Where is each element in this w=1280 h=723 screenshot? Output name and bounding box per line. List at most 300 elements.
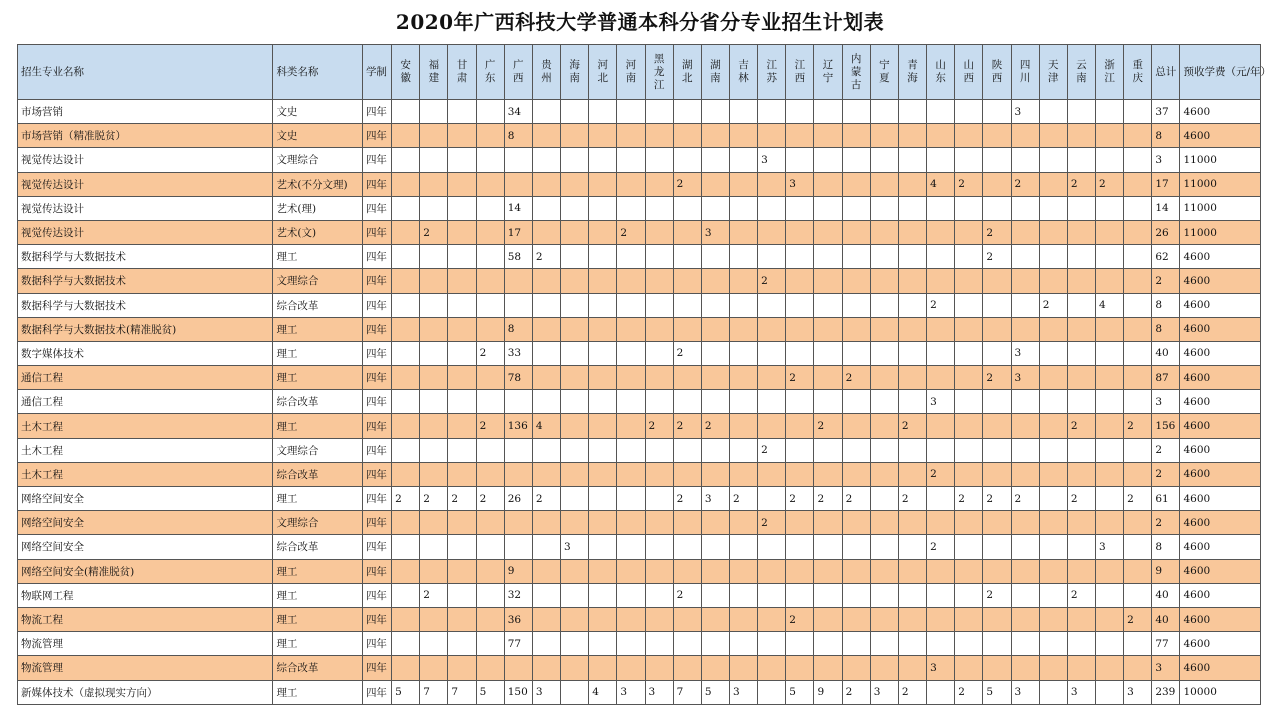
cell-province-count xyxy=(392,341,420,365)
cell-province-count xyxy=(1067,462,1095,486)
cell-province-count: 3 xyxy=(786,172,814,196)
cell-province-count xyxy=(645,535,673,559)
cell-province-count: 3 xyxy=(701,487,729,511)
header-province: 江苏 xyxy=(758,45,786,100)
cell-province-count xyxy=(673,269,701,293)
cell-province-count xyxy=(1067,293,1095,317)
cell-province-count xyxy=(758,535,786,559)
cell-province-count xyxy=(898,632,926,656)
cell-province-count xyxy=(814,100,842,124)
cell-province-count xyxy=(842,317,870,341)
cell-province-count: 4 xyxy=(532,414,560,438)
cell-province-count xyxy=(701,390,729,414)
cell-province-count: 3 xyxy=(927,390,955,414)
cell-duration: 四年 xyxy=(362,535,391,559)
cell-province-count xyxy=(1011,632,1039,656)
cell-province-count xyxy=(898,196,926,220)
cell-province-count xyxy=(955,632,983,656)
table-row xyxy=(18,487,1261,511)
cell-province-count: 2 xyxy=(927,462,955,486)
cell-province-count xyxy=(617,366,645,390)
cell-province-count xyxy=(842,535,870,559)
header-province: 广西 xyxy=(504,45,532,100)
cell-province-count xyxy=(701,269,729,293)
cell-province-count xyxy=(532,341,560,365)
cell-province-count xyxy=(561,414,589,438)
cell-province-count xyxy=(729,607,757,631)
cell-province-count xyxy=(561,148,589,172)
cell-province-count: 5 xyxy=(701,680,729,704)
cell-province-count xyxy=(842,511,870,535)
cell-province-count: 2 xyxy=(983,220,1011,244)
cell-province-count: 4 xyxy=(1096,293,1124,317)
cell-province-count xyxy=(617,148,645,172)
cell-province-count xyxy=(814,220,842,244)
cell-province-count xyxy=(758,317,786,341)
cell-major: 数据科学与大数据技术 xyxy=(18,293,273,317)
cell-province-count xyxy=(617,269,645,293)
cell-province-count: 4 xyxy=(589,680,617,704)
cell-province-count xyxy=(786,462,814,486)
cell-province-count xyxy=(870,124,898,148)
cell-province-count xyxy=(955,366,983,390)
cell-province-count xyxy=(1067,100,1095,124)
cell-province-count xyxy=(1096,511,1124,535)
cell-major: 数字媒体技术 xyxy=(18,341,273,365)
cell-province-count xyxy=(927,366,955,390)
cell-province-count xyxy=(645,487,673,511)
cell-province-count: 3 xyxy=(758,148,786,172)
cell-fee: 11000 xyxy=(1180,196,1261,220)
table-row xyxy=(18,656,1261,680)
cell-province-count xyxy=(1011,269,1039,293)
cell-province-count xyxy=(1067,559,1095,583)
cell-province-count xyxy=(1124,656,1152,680)
cell-province-count xyxy=(983,269,1011,293)
cell-province-count: 3 xyxy=(1011,366,1039,390)
cell-province-count xyxy=(589,366,617,390)
cell-province-count xyxy=(448,438,476,462)
cell-province-count xyxy=(842,559,870,583)
cell-province-count xyxy=(420,390,448,414)
cell-province-count xyxy=(870,172,898,196)
cell-province-count xyxy=(589,607,617,631)
cell-province-count xyxy=(561,293,589,317)
cell-province-count xyxy=(842,632,870,656)
cell-province-count xyxy=(1096,317,1124,341)
cell-province-count xyxy=(645,583,673,607)
cell-province-count xyxy=(673,366,701,390)
cell-duration: 四年 xyxy=(362,366,391,390)
cell-province-count: 8 xyxy=(504,317,532,341)
cell-province-count xyxy=(561,317,589,341)
cell-province-count xyxy=(561,559,589,583)
cell-province-count xyxy=(1011,438,1039,462)
cell-province-count: 2 xyxy=(673,172,701,196)
cell-province-count xyxy=(701,366,729,390)
cell-province-count xyxy=(1039,245,1067,269)
cell-province-count xyxy=(617,535,645,559)
cell-province-count xyxy=(1124,124,1152,148)
cell-province-count xyxy=(673,148,701,172)
cell-duration: 四年 xyxy=(362,245,391,269)
cell-province-count xyxy=(842,414,870,438)
cell-total: 17 xyxy=(1152,172,1180,196)
cell-total: 3 xyxy=(1152,656,1180,680)
cell-province-count xyxy=(561,607,589,631)
cell-fee: 11000 xyxy=(1180,148,1261,172)
cell-province-count xyxy=(476,607,504,631)
cell-province-count xyxy=(814,293,842,317)
cell-province-count xyxy=(955,100,983,124)
cell-province-count xyxy=(1124,366,1152,390)
cell-province-count xyxy=(898,607,926,631)
cell-province-count xyxy=(420,632,448,656)
cell-province-count xyxy=(729,366,757,390)
cell-province-count xyxy=(561,245,589,269)
cell-province-count xyxy=(645,317,673,341)
cell-province-count: 3 xyxy=(1067,680,1095,704)
cell-province-count xyxy=(617,196,645,220)
cell-province-count: 77 xyxy=(504,632,532,656)
cell-province-count xyxy=(673,220,701,244)
cell-province-count xyxy=(448,535,476,559)
header-province: 安徽 xyxy=(392,45,420,100)
header-total: 总计 xyxy=(1152,45,1180,100)
cell-province-count xyxy=(420,607,448,631)
cell-province-count xyxy=(842,172,870,196)
cell-province-count xyxy=(420,269,448,293)
cell-province-count xyxy=(758,196,786,220)
cell-province-count xyxy=(476,196,504,220)
cell-province-count: 2 xyxy=(673,414,701,438)
cell-province-count xyxy=(504,535,532,559)
cell-province-count: 2 xyxy=(898,414,926,438)
cell-province-count xyxy=(532,462,560,486)
cell-province-count xyxy=(786,293,814,317)
cell-province-count xyxy=(701,245,729,269)
cell-fee: 4600 xyxy=(1180,390,1261,414)
cell-major: 土木工程 xyxy=(18,462,273,486)
cell-province-count xyxy=(701,148,729,172)
cell-province-count xyxy=(589,124,617,148)
cell-province-count xyxy=(1124,511,1152,535)
cell-province-count xyxy=(983,559,1011,583)
cell-province-count xyxy=(561,172,589,196)
cell-province-count: 3 xyxy=(701,220,729,244)
cell-category: 文理综合 xyxy=(273,438,363,462)
cell-province-count: 17 xyxy=(504,220,532,244)
cell-province-count: 3 xyxy=(645,680,673,704)
cell-province-count xyxy=(392,220,420,244)
cell-province-count xyxy=(420,462,448,486)
cell-province-count xyxy=(532,607,560,631)
cell-province-count: 2 xyxy=(420,220,448,244)
cell-major: 视觉传达设计 xyxy=(18,172,273,196)
cell-province-count: 2 xyxy=(983,487,1011,511)
cell-total: 77 xyxy=(1152,632,1180,656)
cell-province-count: 7 xyxy=(420,680,448,704)
cell-province-count: 2 xyxy=(476,341,504,365)
cell-province-count: 2 xyxy=(814,414,842,438)
cell-province-count xyxy=(870,341,898,365)
cell-province-count xyxy=(561,220,589,244)
cell-province-count xyxy=(758,100,786,124)
cell-province-count xyxy=(1011,559,1039,583)
cell-province-count: 3 xyxy=(729,680,757,704)
cell-province-count xyxy=(1124,438,1152,462)
cell-category: 理工 xyxy=(273,366,363,390)
header-province: 海南 xyxy=(561,45,589,100)
cell-province-count xyxy=(870,414,898,438)
cell-province-count xyxy=(1039,172,1067,196)
cell-province-count xyxy=(701,559,729,583)
cell-province-count xyxy=(758,680,786,704)
cell-province-count: 2 xyxy=(842,680,870,704)
cell-major: 物流管理 xyxy=(18,632,273,656)
cell-province-count xyxy=(448,656,476,680)
header-province: 云南 xyxy=(1067,45,1095,100)
header-major: 招生专业名称 xyxy=(18,45,273,100)
cell-province-count xyxy=(1096,245,1124,269)
cell-province-count xyxy=(729,124,757,148)
cell-province-count xyxy=(870,317,898,341)
cell-province-count xyxy=(532,100,560,124)
cell-province-count xyxy=(561,511,589,535)
cell-province-count xyxy=(532,196,560,220)
cell-total: 2 xyxy=(1152,462,1180,486)
cell-province-count xyxy=(532,172,560,196)
cell-province-count xyxy=(983,100,1011,124)
cell-province-count xyxy=(673,607,701,631)
cell-province-count xyxy=(758,487,786,511)
cell-province-count xyxy=(1011,535,1039,559)
cell-province-count xyxy=(673,100,701,124)
cell-province-count xyxy=(561,341,589,365)
cell-province-count xyxy=(1067,632,1095,656)
cell-total: 8 xyxy=(1152,317,1180,341)
cell-province-count xyxy=(758,341,786,365)
header-province: 浙江 xyxy=(1096,45,1124,100)
cell-province-count xyxy=(1039,317,1067,341)
cell-province-count: 2 xyxy=(955,680,983,704)
cell-province-count xyxy=(617,438,645,462)
cell-province-count: 2 xyxy=(898,487,926,511)
cell-province-count: 4 xyxy=(927,172,955,196)
cell-province-count xyxy=(448,124,476,148)
cell-province-count: 58 xyxy=(504,245,532,269)
cell-province-count xyxy=(1124,196,1152,220)
cell-province-count xyxy=(1096,462,1124,486)
cell-province-count xyxy=(814,535,842,559)
cell-province-count xyxy=(842,124,870,148)
cell-category: 综合改革 xyxy=(273,535,363,559)
cell-fee: 10000 xyxy=(1180,680,1261,704)
cell-major: 视觉传达设计 xyxy=(18,196,273,220)
cell-province-count xyxy=(1039,583,1067,607)
header-province: 内蒙古 xyxy=(842,45,870,100)
cell-fee: 4600 xyxy=(1180,414,1261,438)
cell-province-count xyxy=(1039,148,1067,172)
cell-province-count xyxy=(448,559,476,583)
cell-province-count xyxy=(617,100,645,124)
cell-province-count xyxy=(701,462,729,486)
cell-duration: 四年 xyxy=(362,172,391,196)
cell-province-count xyxy=(927,220,955,244)
cell-total: 8 xyxy=(1152,535,1180,559)
header-province: 辽宁 xyxy=(814,45,842,100)
cell-province-count xyxy=(729,293,757,317)
cell-duration: 四年 xyxy=(362,607,391,631)
cell-province-count xyxy=(476,511,504,535)
cell-province-count: 2 xyxy=(1124,607,1152,631)
cell-province-count xyxy=(758,172,786,196)
cell-province-count xyxy=(955,269,983,293)
cell-total: 40 xyxy=(1152,607,1180,631)
cell-category: 综合改革 xyxy=(273,656,363,680)
cell-province-count xyxy=(448,317,476,341)
cell-province-count xyxy=(898,317,926,341)
cell-province-count xyxy=(983,196,1011,220)
cell-total: 2 xyxy=(1152,511,1180,535)
cell-province-count xyxy=(392,100,420,124)
cell-province-count xyxy=(673,656,701,680)
cell-province-count xyxy=(476,269,504,293)
cell-province-count xyxy=(983,438,1011,462)
cell-province-count xyxy=(532,269,560,293)
cell-province-count xyxy=(927,680,955,704)
cell-province-count xyxy=(420,196,448,220)
cell-province-count xyxy=(898,124,926,148)
cell-province-count: 3 xyxy=(870,680,898,704)
cell-category: 理工 xyxy=(273,487,363,511)
cell-province-count xyxy=(448,196,476,220)
cell-province-count xyxy=(983,148,1011,172)
cell-province-count xyxy=(1039,487,1067,511)
cell-category: 文史 xyxy=(273,100,363,124)
cell-province-count xyxy=(1124,172,1152,196)
cell-province-count xyxy=(476,559,504,583)
cell-province-count xyxy=(927,245,955,269)
cell-province-count xyxy=(589,341,617,365)
cell-province-count xyxy=(983,293,1011,317)
cell-province-count xyxy=(448,172,476,196)
header-province: 宁夏 xyxy=(870,45,898,100)
cell-province-count xyxy=(927,583,955,607)
cell-province-count xyxy=(1096,390,1124,414)
cell-province-count xyxy=(814,390,842,414)
cell-province-count xyxy=(589,438,617,462)
cell-duration: 四年 xyxy=(362,293,391,317)
cell-province-count xyxy=(1124,535,1152,559)
cell-province-count xyxy=(842,196,870,220)
cell-province-count: 5 xyxy=(786,680,814,704)
cell-province-count xyxy=(955,656,983,680)
cell-province-count xyxy=(1011,511,1039,535)
cell-fee: 4600 xyxy=(1180,269,1261,293)
cell-fee: 4600 xyxy=(1180,245,1261,269)
cell-province-count: 2 xyxy=(758,438,786,462)
cell-province-count xyxy=(420,124,448,148)
cell-province-count xyxy=(842,462,870,486)
cell-province-count xyxy=(589,245,617,269)
cell-duration: 四年 xyxy=(362,196,391,220)
cell-province-count xyxy=(729,341,757,365)
cell-province-count xyxy=(617,487,645,511)
cell-province-count xyxy=(673,632,701,656)
cell-province-count xyxy=(814,632,842,656)
cell-province-count xyxy=(561,583,589,607)
cell-province-count: 2 xyxy=(701,414,729,438)
cell-province-count: 34 xyxy=(504,100,532,124)
cell-province-count: 2 xyxy=(392,487,420,511)
cell-province-count xyxy=(504,462,532,486)
cell-province-count xyxy=(476,172,504,196)
cell-province-count xyxy=(673,196,701,220)
cell-province-count xyxy=(701,511,729,535)
cell-province-count xyxy=(532,366,560,390)
cell-duration: 四年 xyxy=(362,100,391,124)
cell-province-count xyxy=(589,148,617,172)
table-row xyxy=(18,535,1261,559)
cell-province-count xyxy=(955,414,983,438)
cell-province-count xyxy=(645,438,673,462)
cell-fee: 4600 xyxy=(1180,607,1261,631)
header-category: 科类名称 xyxy=(273,45,363,100)
cell-province-count xyxy=(1124,632,1152,656)
cell-category: 艺术(文) xyxy=(273,220,363,244)
cell-province-count xyxy=(758,124,786,148)
cell-province-count xyxy=(898,148,926,172)
cell-province-count xyxy=(392,583,420,607)
cell-province-count xyxy=(476,632,504,656)
cell-province-count xyxy=(532,438,560,462)
cell-province-count xyxy=(645,100,673,124)
cell-province-count xyxy=(617,414,645,438)
cell-province-count xyxy=(392,535,420,559)
cell-total: 87 xyxy=(1152,366,1180,390)
cell-province-count xyxy=(786,245,814,269)
cell-province-count xyxy=(701,172,729,196)
cell-province-count xyxy=(392,172,420,196)
cell-province-count: 2 xyxy=(786,487,814,511)
cell-province-count xyxy=(842,100,870,124)
cell-province-count xyxy=(617,245,645,269)
cell-province-count: 3 xyxy=(1124,680,1152,704)
cell-province-count xyxy=(589,414,617,438)
cell-province-count xyxy=(532,511,560,535)
cell-province-count xyxy=(983,172,1011,196)
cell-province-count xyxy=(1011,124,1039,148)
table-body xyxy=(18,100,1261,705)
cell-province-count xyxy=(898,220,926,244)
cell-province-count xyxy=(927,632,955,656)
cell-province-count xyxy=(1096,366,1124,390)
cell-province-count xyxy=(898,559,926,583)
cell-province-count xyxy=(814,341,842,365)
cell-province-count xyxy=(786,269,814,293)
cell-category: 理工 xyxy=(273,317,363,341)
cell-province-count xyxy=(420,100,448,124)
cell-duration: 四年 xyxy=(362,632,391,656)
cell-province-count: 2 xyxy=(955,487,983,511)
cell-province-count xyxy=(645,559,673,583)
cell-province-count xyxy=(870,366,898,390)
cell-province-count: 2 xyxy=(842,366,870,390)
cell-province-count xyxy=(955,220,983,244)
cell-province-count xyxy=(786,220,814,244)
cell-province-count xyxy=(617,390,645,414)
